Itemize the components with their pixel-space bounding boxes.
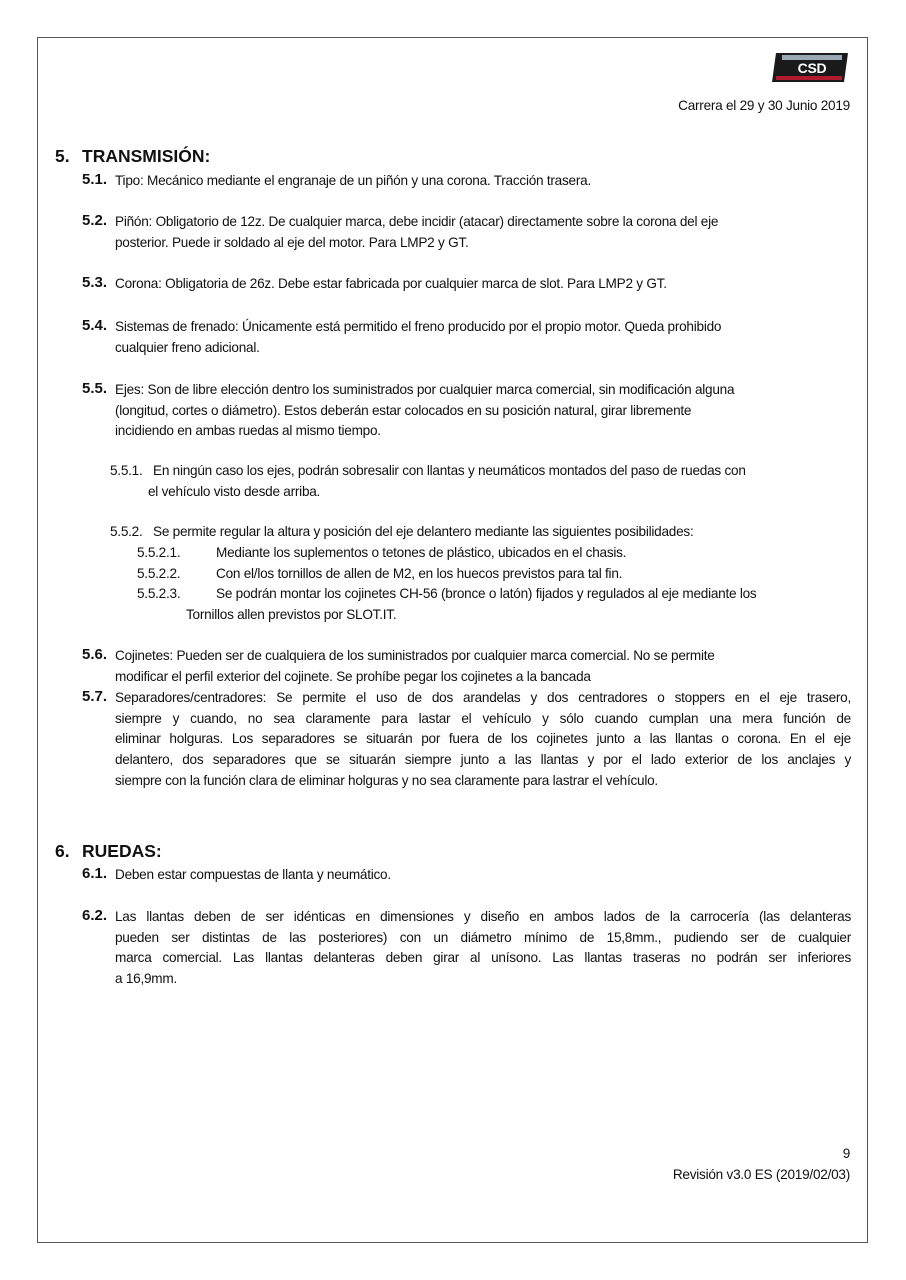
clause-number: 6.2. [82, 907, 108, 924]
clause-number: 5.7. [82, 688, 108, 705]
page-number: 9 [842, 1146, 850, 1161]
clause-number: 5.5.2.3. [137, 586, 181, 601]
section-title: TRANSMISIÓN: [82, 146, 211, 166]
clause-text-line: Separadores/centradores: Se permite el uso de dos arandelas y dos centradores o stoppers en el eje trasero, [115, 690, 851, 705]
svg-text:CSD: CSD [797, 60, 827, 76]
clause-text-line: Piñón: Obligatorio de 12z. De cualquier marca, debe incidir (atacar) directamente sobre la corona del eje [115, 214, 719, 229]
race-date: Carrera el 29 y 30 Junio 2019 [678, 98, 850, 113]
clause-text-line: Las llantas deben de ser idénticas en dimensiones y diseño en ambos lados de la carrocería (las delanteras [115, 909, 851, 924]
clause-number: 6.1. [82, 865, 108, 882]
clause-text-line: cualquier freno adicional. [115, 339, 260, 355]
clause-text-line: posterior. Puede ir soldado al eje del motor. Para LMP2 y GT. [115, 234, 469, 250]
clause-number: 5.5.2.2. [137, 566, 181, 581]
section-number: 5. [55, 146, 70, 166]
clause-number: 5.5.2.1. [137, 545, 181, 560]
clause-text-line: a 16,9mm. [115, 971, 177, 987]
clause-text-line: marca comercial. Las llantas delanteras deben girar al unísono. Las llantas traseras no podrán ser inferiores [115, 950, 851, 966]
clause-number: 5.2. [82, 212, 108, 229]
clause-text-line: Corona: Obligatoria de 26z. Debe estar fabricada por cualquier marca de slot. Para LMP2 y GT. [115, 276, 667, 291]
clause-text-line: Tornillos allen previstos por SLOT.IT. [186, 606, 397, 622]
clause-text-line: Cojinetes: Pueden ser de cualquiera de los suministrados por cualquier marca comercial. No se permite [115, 648, 715, 663]
revision: Revisión v3.0 ES (2019/02/03) [672, 1167, 850, 1182]
clause-text-line: siempre con la función clara de eliminar holguras y no sea claramente para lastrar el vehículo. [115, 772, 658, 788]
clause-text-line: Se podrán montar los cojinetes CH-56 (bronce o latón) fijados y regulados al eje mediante los [216, 586, 757, 601]
clause-text-line: (longitud, cortes o diámetro). Estos deberán estar colocados en su posición natural, girar libremente [115, 402, 692, 418]
clause-text-line: Deben estar compuestas de llanta y neumático. [115, 867, 391, 882]
clause-text-line: modificar el perfil exterior del cojinete. Se prohíbe pegar los cojinetes a la bancada [115, 668, 591, 684]
clause-text-line: Ejes: Son de libre elección dentro los suministrados por cualquier marca comercial, sin modificación alguna [115, 382, 735, 397]
section-title: RUEDAS: [82, 841, 162, 861]
clause-number: 5.1. [82, 171, 108, 188]
clause-number: 5.6. [82, 646, 108, 663]
clause-text-line: el vehículo visto desde arriba. [148, 483, 321, 499]
clause-number: 5.5.1. [110, 463, 143, 478]
clause-number: 5.5. [82, 380, 108, 397]
clause-text-line: En ningún caso los ejes, podrán sobresalir con llantas y neumáticos montados del paso de ruedas con [153, 463, 746, 478]
section-number: 6. [55, 841, 70, 861]
clause-text-line: siempre y cuando, no sea claramente para lastar el vehículo y sólo cuando cumplan una mera función de [115, 710, 851, 726]
clause-text-line: Con el/los tornillos de allen de M2, en los huecos previstos para tal fin. [216, 566, 623, 581]
clause-text-line: delantero, dos separadores que se situarán siempre junto a las llantas y por el lado exterior de los anclajes y [115, 752, 851, 768]
clause-text-line: Se permite regular la altura y posición del eje delantero mediante las siguientes posibilidades: [153, 524, 694, 539]
clause-number: 5.4. [82, 317, 108, 334]
clause-text-line: eliminar holguras. Los separadores se situarán por fuera de los cojinetes junto a las llantas o corona. En el eje [115, 731, 851, 747]
csd-logo [770, 51, 850, 84]
clause-number: 5.5.2. [110, 524, 143, 539]
clause-text-line: Sistemas de frenado: Únicamente está permitido el freno producido por el propio motor. Queda prohibido [115, 319, 722, 334]
clause-text-line: Tipo: Mecánico mediante el engranaje de un piñón y una corona. Tracción trasera. [115, 173, 591, 188]
clause-text-line: incidiendo en ambas ruedas al mismo tiempo. [115, 423, 381, 439]
clause-number: 5.3. [82, 274, 108, 291]
clause-text-line: pueden ser distintas de las posteriores) con un diámetro mínimo de 15,8mm., pudiendo ser de cualquier [115, 929, 851, 945]
clause-text-line: Mediante los suplementos o tetones de plástico, ubicados en el chasis. [216, 545, 627, 560]
